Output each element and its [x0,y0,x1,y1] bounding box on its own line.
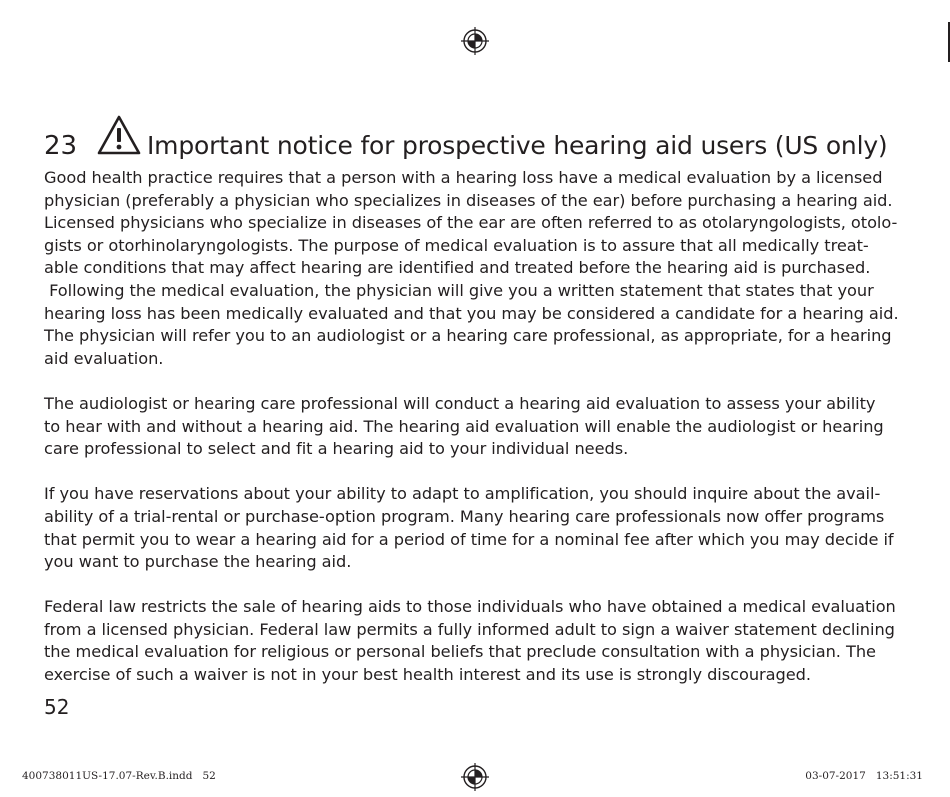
text-line: physician (preferably a physician who specializes in diseases of the ear) before purchasing a hearing aid. [44,190,893,210]
text-line: If you have reservations about your ability to adapt to amplification, you should inquire about the avail- [44,484,881,504]
text-line: The audiologist or hearing care professional will conduct a hearing aid evaluation to assess your ability [44,393,876,413]
section-number: 23 [44,131,78,161]
text-line: that permit you to wear a hearing aid for a period of time for a nominal fee after which you may decide if [44,529,894,549]
text-line: the medical evaluation for religious or personal beliefs that preclude consultation with a physician. The [44,642,876,662]
text-line: exercise of such a waiver is not in your best health interest and its use is strongly discouraged. [44,665,811,685]
footer-time: 13:51:31 [875,770,923,782]
text-line: Licensed physicians who specialize in diseases of the ear are often referred to as otolaryngologists, otolo- [44,213,898,233]
paragraph-medical-evaluation [44,167,899,370]
notice-body [44,167,899,709]
text-line: The physician will refer you to an audiologist or a hearing care professional, as appropriate, for a hearing [44,326,892,346]
text-line: ability of a trial-rental or purchase-option program. Many hearing care professionals now offer programs [44,506,885,526]
text-line: to hear with and without a hearing aid. The hearing aid evaluation will enable the audiologist or hearing [44,416,884,436]
footer-slug-timestamp [805,769,923,783]
text-line: Good health practice requires that a person with a hearing loss have a medical evaluation by a licensed [44,168,883,187]
text-line: hearing loss has been medically evaluated and that you may be considered a candidate for a hearing aid. [44,303,899,323]
text-line: aid evaluation. [44,348,164,368]
footer-date: 03-07-2017 [805,770,866,782]
text-line: able conditions that may affect hearing are identified and treated before the hearing aid is purchased. [44,258,871,278]
text-line: Federal law restricts the sale of hearing aids to those individuals who have obtained a medical evaluation [44,597,896,617]
text-line: Following the medical evaluation, the physician will give you a written statement that states that your [44,280,874,300]
text-line: you want to purchase the hearing aid. [44,552,352,572]
paragraph-trial-rental [44,483,894,573]
footer-file-name: 400738011US-17.07-Rev.B.indd [22,770,193,782]
section-title: Important notice for prospective hearing aid users (US only) [147,131,888,160]
text-line: from a licensed physician. Federal law permits a fully informed adult to sign a waiver statement declining [44,619,895,639]
text-line: care professional to select and fit a hearing aid to your individual needs. [44,439,629,459]
footer-file-page: 52 [202,770,216,782]
paragraph-federal-law [44,596,894,686]
registration-mark-bottom-icon [461,763,489,791]
footer-slug-file [22,769,216,783]
registration-mark-top-icon [461,27,489,55]
paragraph-hearing-aid-evaluation [44,393,894,461]
section-heading [44,112,924,162]
page-number: 52 [44,695,70,719]
warning-triangle-icon [96,114,142,156]
text-line: gists or otorhinolaryngologists. The purpose of medical evaluation is to assure that all medically treat- [44,235,869,255]
